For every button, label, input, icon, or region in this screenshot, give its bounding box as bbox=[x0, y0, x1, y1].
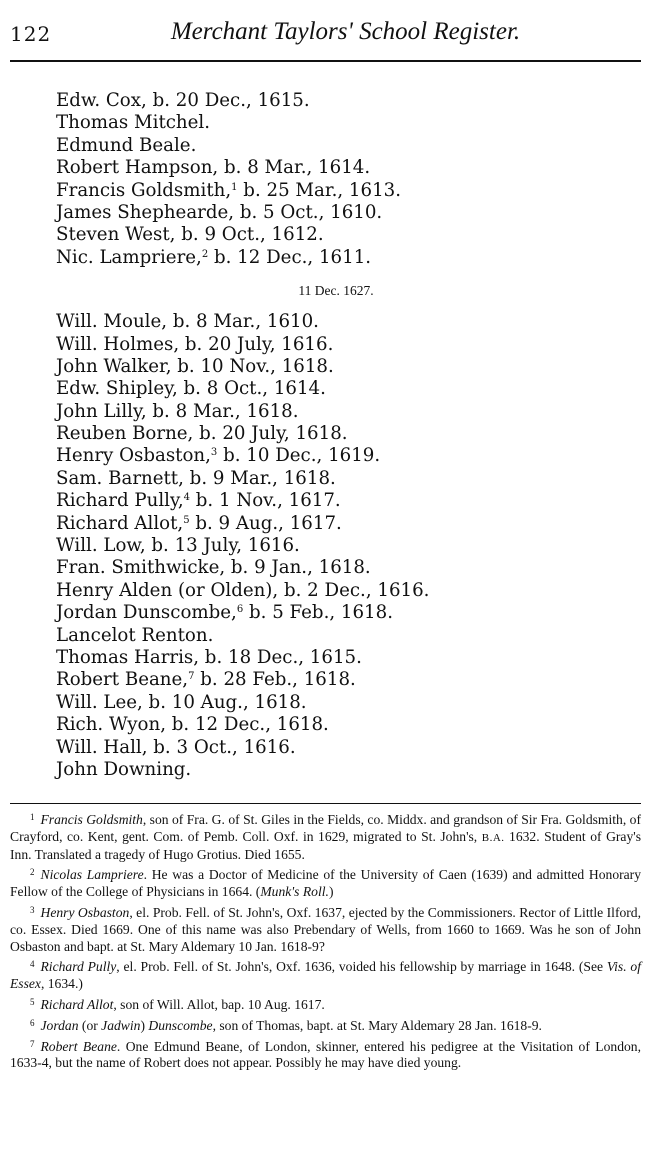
date-heading: 11 Dec. 1627. bbox=[298, 283, 374, 299]
footnote-subject: Richard Pully bbox=[40, 959, 117, 975]
footnote-text: ) bbox=[140, 1017, 149, 1033]
register-entry: Sam. Barnett, b. 9 Mar., 1618. bbox=[56, 467, 336, 489]
page-header bbox=[10, 18, 641, 56]
footnote-degree: B.A. bbox=[481, 831, 505, 844]
register-entry: Will. Moule, b. 8 Mar., 1610. bbox=[56, 311, 319, 333]
register-entry: Will. Hall, b. 3 Oct., 1616. bbox=[56, 736, 296, 758]
footnote-text: , el. Prob. Fell. of St. John's, Oxf. 1637, ejected by the Commissioners. Rector of Little Ilford, co. Essex. Died 1669. One of this name was also Prebendary of Wells, from 1660 to 1669. Was he son of John Osbaston and bapt. at St. Mary Aldemary 10 Jan. 1618-9? bbox=[10, 904, 642, 954]
footnote-text: , el. Prob. Fell. of St. John's, Oxf. 1636, voided his fellowship by marriage in 1648. (See bbox=[116, 959, 607, 975]
register-entry: Henry Alden (or Olden), b. 2 Dec., 1616. bbox=[56, 579, 430, 601]
entry-dates: b. 12 Dec., 1611. bbox=[208, 246, 372, 268]
footnote-text: , 1634.) bbox=[40, 976, 83, 992]
register-entry: Will. Lee, b. 10 Aug., 1618. bbox=[56, 691, 307, 713]
footnote bbox=[10, 867, 641, 901]
register-entry: John Walker, b. 10 Nov., 1618. bbox=[56, 355, 334, 377]
footnote-text: . He was a Doctor of Medicine of the University of Caen (1639) and admitted Honorary Fellow of the College of Physicians in 1664. ( bbox=[10, 867, 641, 900]
register-entry: Steven West, b. 9 Oct., 1612. bbox=[56, 224, 324, 246]
footnote-text: , son of Fra. G. of St. Giles in the Fields, co. Middx. and grandson of Sir Fra. Goldsmith, of Crayford, co. Kent, gent. Com. of Pemb. Coll. Oxf. in 1629, migrated to St. John's, bbox=[10, 812, 641, 844]
register-entry: Rich. Wyon, b. 12 Dec., 1618. bbox=[56, 714, 329, 736]
register-entry: Will. Holmes, b. 20 July, 1616. bbox=[56, 333, 334, 355]
register-entry bbox=[56, 513, 636, 535]
register-entry: James Shephearde, b. 5 Oct., 1610. bbox=[56, 201, 383, 223]
register-entry: John Downing. bbox=[56, 758, 192, 780]
entry-dates: b. 28 Feb., 1618. bbox=[194, 669, 356, 691]
footnote-italic: Munk's Roll. bbox=[260, 884, 329, 900]
entry-name: Robert Beane, bbox=[56, 669, 189, 691]
footnote-text: (or bbox=[78, 1017, 102, 1033]
register-entry bbox=[56, 445, 636, 467]
footnote-text: . One Edmund Beane, of London, skinner, entered his pedigree at the Visitation of London, 1633-4, but the name of Robert does not appear. Possibly he may have died young. bbox=[10, 1038, 641, 1071]
entry-dates: b. 10 Dec., 1619. bbox=[217, 445, 381, 467]
footnote bbox=[10, 1039, 641, 1073]
register-entry bbox=[56, 247, 636, 269]
register-entry: Edmund Beale. bbox=[56, 134, 197, 156]
footnote-rule bbox=[10, 803, 641, 804]
entry-list-first bbox=[56, 90, 636, 269]
entry-name: Richard Allot, bbox=[56, 512, 184, 534]
footnote-subject: Robert Beane bbox=[40, 1038, 117, 1054]
footnote-text: 1632. Student of Gray's Inn. Translated a tragedy of Hugo Grotius. Died 1655. bbox=[10, 828, 641, 862]
register-entry: Will. Low, b. 13 July, 1616. bbox=[56, 535, 300, 557]
register-entry: Thomas Harris, b. 18 Dec., 1615. bbox=[56, 646, 362, 668]
footnote-number: 1 bbox=[30, 812, 35, 822]
footnote bbox=[10, 959, 641, 993]
register-entry: Lancelot Renton. bbox=[56, 624, 214, 646]
register-entry bbox=[56, 669, 636, 691]
footnote-subject: Henry Osbaston bbox=[40, 904, 130, 920]
footnote-subject: Richard Allot bbox=[40, 996, 114, 1012]
footnote-number: 3 bbox=[30, 904, 35, 915]
footnote bbox=[10, 812, 641, 863]
entry-name: Henry Osbaston, bbox=[56, 445, 211, 467]
register-entry: Edw. Cox, b. 20 Dec., 1615. bbox=[56, 90, 310, 111]
register-entry: Fran. Smithwicke, b. 9 Jan., 1618. bbox=[56, 557, 371, 579]
footnote-italic: Jadwin bbox=[101, 1017, 141, 1033]
entry-dates: b. 5 Feb., 1618. bbox=[243, 602, 393, 624]
footnote-number: 7 bbox=[30, 1038, 35, 1049]
entry-dates: b. 25 Mar., 1613. bbox=[237, 179, 401, 201]
footnote-number: 6 bbox=[30, 1017, 35, 1028]
entry-name: Richard Pully, bbox=[56, 490, 184, 512]
register-entry bbox=[56, 490, 636, 512]
footnote-number: 4 bbox=[30, 959, 35, 970]
footnote-marker: 3 bbox=[210, 447, 218, 459]
footnote-text: , son of Will. Allot, bap. 10 Aug. 1617. bbox=[113, 996, 325, 1012]
footnote-marker: 6 bbox=[236, 604, 244, 616]
footnote-subject: Jordan bbox=[40, 1017, 79, 1033]
entry-list-second bbox=[56, 311, 636, 781]
footnote-marker: 4 bbox=[183, 492, 190, 504]
register-entry bbox=[56, 602, 636, 624]
footnote-number: 2 bbox=[30, 867, 35, 878]
footnote-marker: 5 bbox=[183, 514, 190, 526]
register-entries bbox=[56, 90, 636, 781]
footnote-text: , son of Thomas, bapt. at St. Mary Aldemary 28 Jan. 1618-9. bbox=[212, 1017, 542, 1033]
footnote-text: ) bbox=[328, 884, 334, 900]
footnote-number: 5 bbox=[30, 996, 35, 1007]
footnote-italic: Vis. of Essex bbox=[10, 959, 641, 992]
register-entry bbox=[56, 180, 636, 202]
entry-name: Nic. Lampriere, bbox=[56, 246, 202, 268]
footnote-marker: 1 bbox=[231, 181, 238, 193]
register-entry: Edw. Shipley, b. 8 Oct., 1614. bbox=[56, 378, 326, 400]
entry-dates: b. 9 Aug., 1617. bbox=[189, 512, 342, 534]
entry-dates: b. 1 Nov., 1617. bbox=[189, 490, 341, 512]
register-entry: Reuben Borne, b. 20 July, 1618. bbox=[56, 423, 348, 445]
footnote-marker: 2 bbox=[201, 248, 209, 260]
running-title: Merchant Taylors' School Register. bbox=[170, 18, 521, 45]
footnote bbox=[10, 997, 641, 1014]
page-number: 122 bbox=[10, 22, 52, 46]
footnotes bbox=[10, 812, 641, 1076]
register-entry: Thomas Mitchel. bbox=[56, 112, 211, 134]
footnote-marker: 7 bbox=[188, 671, 195, 683]
footnote bbox=[10, 905, 641, 955]
footnote-subject: Nicolas Lampriere bbox=[40, 867, 144, 883]
entry-name: Francis Goldsmith, bbox=[56, 179, 232, 201]
header-rule bbox=[10, 60, 641, 62]
register-entry: John Lilly, b. 8 Mar., 1618. bbox=[56, 400, 299, 422]
footnote-subject: Dunscombe bbox=[148, 1017, 213, 1033]
footnote-subject: Francis Goldsmith bbox=[40, 812, 143, 827]
entry-name: Jordan Dunscombe, bbox=[56, 602, 237, 624]
register-entry: Robert Hampson, b. 8 Mar., 1614. bbox=[56, 157, 371, 179]
footnote bbox=[10, 1018, 641, 1035]
